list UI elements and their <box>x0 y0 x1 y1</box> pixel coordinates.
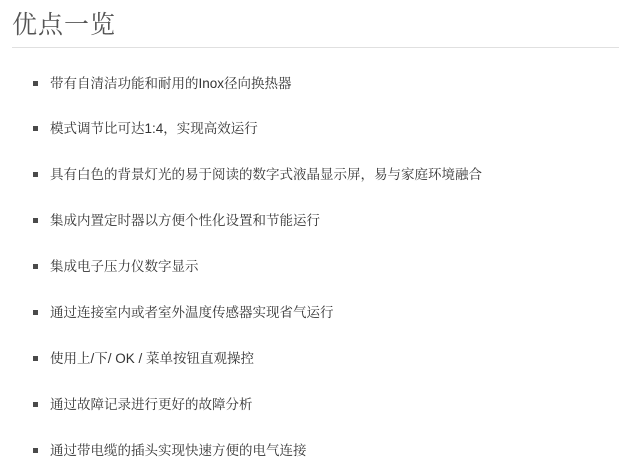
list-item <box>0 304 631 323</box>
list-item-text: 通过带电缆的插头实现快速方便的电气连接 <box>50 442 307 458</box>
list-item <box>0 258 631 277</box>
list-item <box>0 166 631 185</box>
benefits-list <box>0 48 631 461</box>
bullet-icon <box>33 402 38 407</box>
list-item-text: 模式调节比可达1:4，实现高效运行 <box>50 121 258 137</box>
list-item <box>0 75 631 94</box>
bullet-icon <box>33 81 38 86</box>
list-item-text: 集成内置定时器以方便个性化设置和节能运行 <box>50 213 320 229</box>
list-item <box>0 396 631 415</box>
bullet-icon <box>33 310 38 315</box>
bullet-icon <box>33 218 38 223</box>
list-item <box>0 350 631 369</box>
list-item-text: 通过故障记录进行更好的故障分析 <box>50 396 253 412</box>
list-item-text: 使用上/下/ OK / 菜单按钮直观操控 <box>50 350 255 366</box>
list-item <box>0 442 631 461</box>
list-item-text: 集成电子压力仪数字显示 <box>50 259 199 275</box>
bullet-icon <box>33 448 38 453</box>
bullet-icon <box>33 126 38 131</box>
list-item <box>0 212 631 231</box>
bullet-icon <box>33 264 38 269</box>
list-item-text: 通过连接室内或者室外温度传感器实现省气运行 <box>50 304 334 320</box>
bullet-icon <box>33 172 38 177</box>
list-item <box>0 120 631 139</box>
list-item-text: 带有自清洁功能和耐用的Inox径向换热器 <box>50 75 292 91</box>
page-title: 优点一览 <box>12 11 117 39</box>
list-item-text: 具有白色的背景灯光的易于阅读的数字式液晶显示屏，易与家庭环境融合 <box>50 167 482 183</box>
bullet-icon <box>33 356 38 361</box>
